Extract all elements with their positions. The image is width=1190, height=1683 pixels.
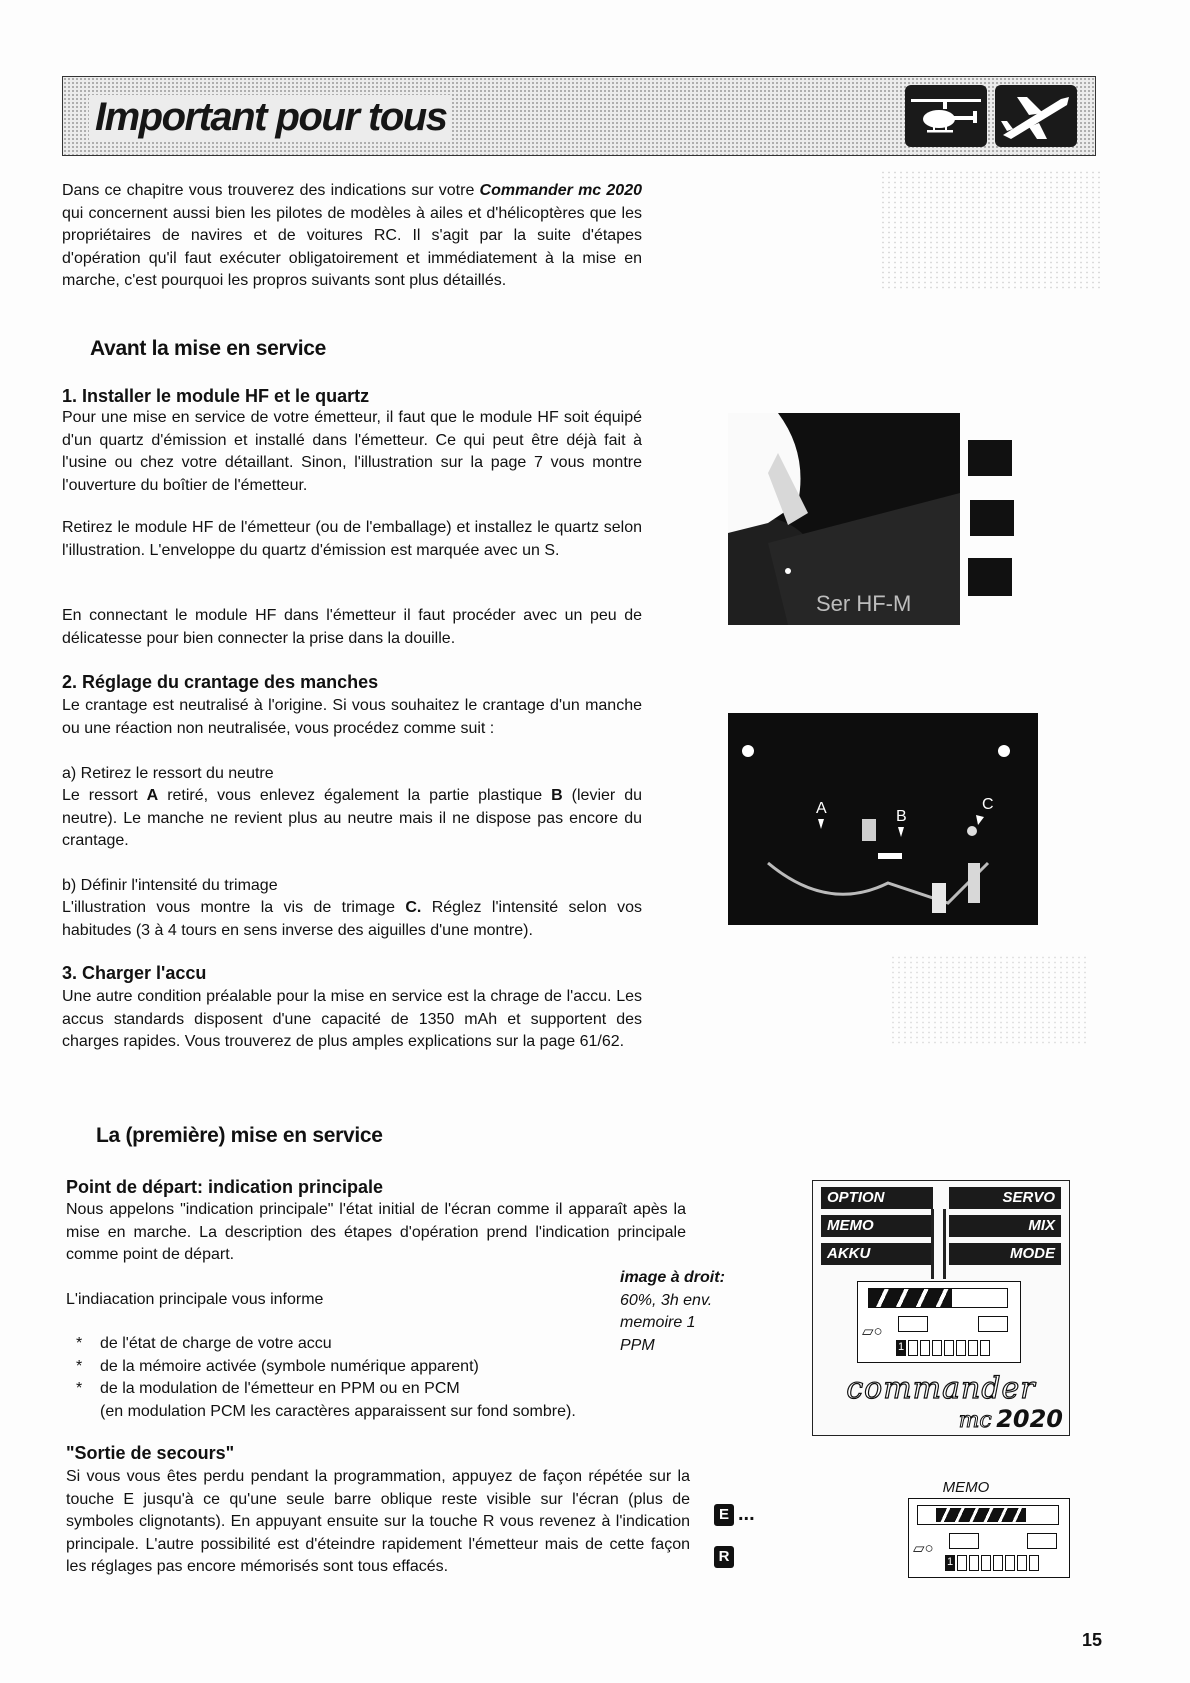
menu-mix: MIX <box>949 1215 1061 1237</box>
model-logo: mc 2020 <box>958 1405 1063 1433</box>
helicopter-icon <box>905 85 987 147</box>
start-point-paragraph: Nous appelons "indication principale" l'état initial de l'écran comme il apparaît apès la mise en marche. La description des étapes d'opération prend l'indication principale comme point de départ. <box>66 1201 686 1264</box>
battery-bar <box>868 1288 1008 1308</box>
modulation-symbol: ▱○ <box>862 1323 883 1340</box>
step2-b-title: b) Définir l'intensité du trimage <box>62 877 278 894</box>
memo-lcd-screen: ▱○ 1 <box>908 1498 1070 1578</box>
memo-memory-digit: 1 <box>945 1555 955 1571</box>
quartz-component-3 <box>968 558 1012 596</box>
label-c: C <box>982 796 994 813</box>
main-display-intro: L'indiacation principale vous informe <box>66 1291 324 1308</box>
list-item: * de la modulation de l'émetteur en PPM ou en PCM <box>76 1380 460 1398</box>
battery-level <box>869 1289 952 1307</box>
key-e-indicator: E ... <box>714 1503 755 1526</box>
image-caption <box>620 1267 770 1357</box>
airplane-icon <box>995 85 1077 147</box>
key-r-icon: R <box>714 1546 734 1568</box>
image-caption-modulation: PPM <box>620 1336 655 1354</box>
list-item: * de l'état de charge de votre accu <box>76 1335 332 1352</box>
module-label: Ser HF-M <box>816 591 912 616</box>
image-caption-title: image à droit: <box>620 1269 725 1286</box>
menu-servo: SERVO <box>949 1187 1061 1209</box>
step2-paragraph-1: Le crantage est neutralisé à l'origine. Si vous souhaitez le crantage d'un manche ou une réaction non neutralisée, vous procédez comme suit : <box>62 697 642 737</box>
menu-option: OPTION <box>821 1187 933 1209</box>
label-a: A <box>816 800 827 817</box>
emergency-exit-paragraph: Si vous vous êtes perdu pendant la programmation, appuyez de façon répétée sur la touche E jusqu'à ce qu'une seule barre oblique reste visible sur l'écran (plus de symboles clignotants). En appuyant ensuite sur la touche R vous revenez à l'indication principale. L'autre possibilité est d'éteindre rapidement l'émetteur mais de cette façon les réglages pas encore mémorisés sont tous effacés. <box>66 1468 690 1576</box>
memory-digit: 1 <box>896 1340 906 1356</box>
step3-paragraph: Une autre condition préalable pour la mise en service est la chrage de l'accu. Les accus standards disposent d'une capacité de 1350 mAh et supportent des charges rapides. Vous trouverez de plus amples explications sur la page 61/62. <box>62 988 642 1051</box>
memo-bar <box>936 1508 1026 1522</box>
image-caption-memory: memoire 1 <box>620 1314 696 1332</box>
step2-title: 2. Réglage du crantage des manches <box>62 672 379 692</box>
intro-paragraph: Dans ce chapitre vous trouverez des indications sur votre Commander mc 2020 qui concernent aussi bien les pilotes de modèles à ailes et d'hélicoptères que les propriétaires de navires et de voitures RC. Il s'agit par la suite d'étapes d'opération qu'il faut exécuter obligatoirement et immédiatement à la mise en marche, c'est pourquoi les propros suivants sont plus détaillés. <box>62 182 642 290</box>
label-b: B <box>896 808 907 825</box>
step1-paragraph-3: En connectant le module HF dans l'émetteur il faut procéder avec un peu de délicatesse pour bien connecter la prise dans la douille. <box>62 607 642 647</box>
menu-mode: MODE <box>949 1243 1061 1265</box>
hf-module-photo <box>728 413 960 625</box>
section-heading-first-service: La (première) mise en service <box>96 1124 383 1147</box>
scan-texture <box>880 170 1100 290</box>
scan-texture <box>890 955 1090 1045</box>
step2-b-paragraph: L'illustration vous montre la vis de trimage C. Réglez l'intensité selon vos habitudes (3 à 4 tours en sens inverse des aiguilles d'une montre). <box>62 899 643 939</box>
list-item: * de la mémoire activée (symbole numérique apparent) <box>76 1357 479 1375</box>
transmitter-display-panel <box>812 1180 1070 1436</box>
step1-paragraph-2: Retirez le module HF de l'émetteur (ou de l'emballage) et installez le quartz selon l'illustration. L'enveloppe du quartz d'émission est marquée avec un S. <box>62 519 642 559</box>
memo-memory-cells <box>945 1555 1039 1571</box>
step2-a-paragraph: Le ressort A retiré, vous enlevez également la partie plastique B (levier du neutre). Le manche ne revient plus au neutre mais il ne dispose pas encore du crantage. <box>62 787 642 850</box>
menu-memo: MEMO <box>821 1215 933 1237</box>
product-name: Commander mc 2020 <box>479 182 642 199</box>
memo-label: MEMO <box>942 1479 990 1496</box>
quartz-component-1 <box>968 440 1012 476</box>
lcd-screen <box>857 1281 1021 1363</box>
memory-cells <box>896 1340 990 1356</box>
page-title: Important pour tous <box>89 95 452 140</box>
quartz-component-2 <box>970 500 1014 536</box>
step2-a-title: a) Retirez le ressort du neutre <box>62 765 274 782</box>
image-caption-battery: 60%, 3h env. <box>620 1291 713 1309</box>
menu-akku: AKKU <box>821 1243 933 1265</box>
step1-paragraph-1: Pour une mise en service de votre émetteur, il faut que le module HF soit équipé d'un quartz d'émission et installé dans l'émetteur. Ce qui peut être déjà fait à l'usine ou chez votre détaillant. Sinon, l'illustration sur la page 7 vous montre l'ouverture du boîtier de l'émetteur. <box>62 409 642 494</box>
step3-title: 3. Charger l'accu <box>62 963 207 983</box>
pcm-note: (en modulation PCM les caractères apparaissent sur fond sombre). <box>100 1402 576 1420</box>
chapter-header <box>62 76 1096 156</box>
stick-mechanism-photo <box>728 713 1038 925</box>
page-number: 15 <box>1082 1630 1103 1650</box>
start-point-title: Point de départ: indication principale <box>66 1177 384 1197</box>
section-heading-before-service: Avant la mise en service <box>90 337 326 360</box>
emergency-exit-title: "Sortie de secours" <box>66 1443 235 1463</box>
info-bullet-list <box>76 1333 576 1423</box>
key-e-icon: E <box>714 1504 734 1526</box>
step1-title: 1. Installer le module HF et le quartz <box>62 386 370 406</box>
brand-logo: commander <box>846 1371 1036 1406</box>
